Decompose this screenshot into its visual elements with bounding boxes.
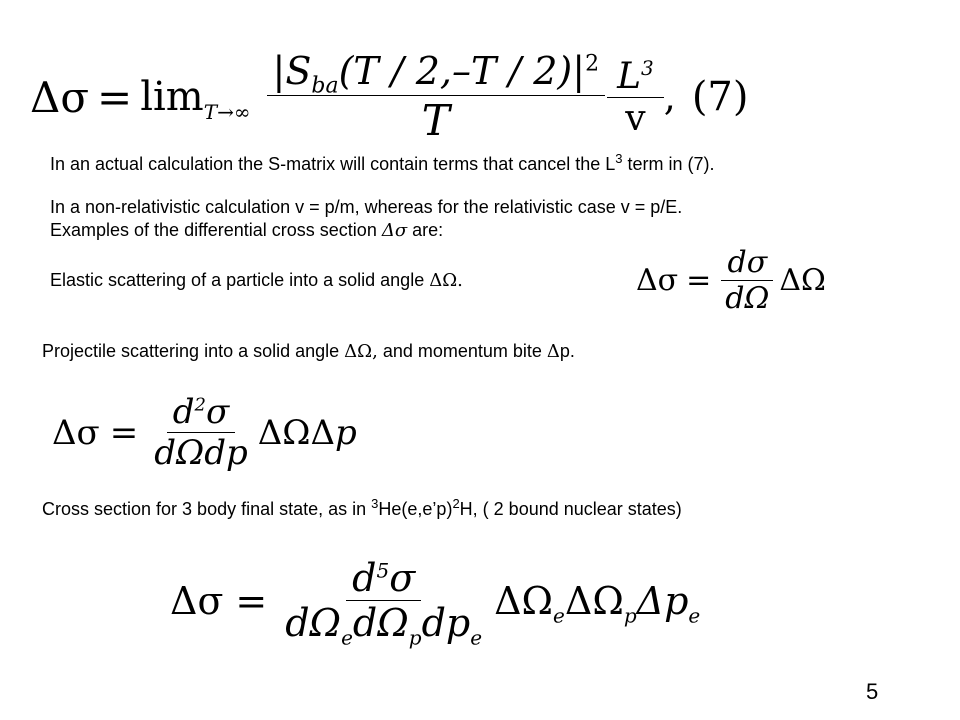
eq-proj-num-pow: 2: [194, 394, 206, 416]
text4-sym1: ΔΩ,: [344, 341, 378, 362]
eq-3b-tail: [494, 578, 701, 628]
eq-elastic-equals: =: [686, 263, 712, 298]
eq-3b-den-d2: dΩ: [352, 601, 409, 645]
eq-proj-fraction: [148, 392, 253, 473]
text2-before: Examples of the differential cross section: [50, 220, 382, 240]
eq-proj-tail-sym: ΔΩΔ: [257, 412, 336, 453]
eq-3b-t2-sub: p: [623, 603, 637, 628]
text-projectile: [42, 340, 575, 363]
text5-mid: He(e,e’p): [378, 499, 453, 519]
eq7-s: S: [285, 49, 312, 93]
equation-7: [30, 32, 748, 162]
eq7-numerator: [267, 49, 606, 99]
text4-sym2: Δ: [546, 341, 560, 362]
eq7-pow: 2: [585, 51, 600, 77]
eq-proj-num: [167, 392, 235, 433]
eq-3b-den: [279, 601, 488, 650]
eq-3b-t1: ΔΩ: [494, 578, 554, 623]
equation-projectile: [52, 392, 357, 473]
text1-sup: 3: [615, 151, 623, 166]
eq-proj-den: dΩdp: [154, 433, 248, 473]
eq-proj-equals: =: [109, 412, 139, 453]
text5-before: Cross section for 3 body final state, as in: [42, 499, 372, 519]
text-relativistic-note: [50, 196, 682, 242]
eq7-l: L: [617, 55, 641, 97]
text-smatrix-note: [50, 153, 715, 176]
eq7-label: (7): [691, 74, 749, 120]
eq7-equals: =: [97, 72, 133, 122]
page-number: 5: [866, 679, 879, 704]
eq-elastic-den: dΩ: [725, 281, 770, 316]
eq7-abs-open: |: [272, 49, 286, 93]
eq-3b-num-d: d: [352, 556, 377, 600]
eq-3b-lhs: Δσ: [170, 578, 224, 623]
eq-3b-num: [346, 556, 421, 601]
text5-sup2: 2: [452, 496, 460, 511]
eq-3b-t2: ΔΩ: [564, 578, 624, 623]
eq-proj-num-d: d: [172, 392, 195, 432]
text-3body: [42, 498, 682, 521]
eq-3b-den-d1: dΩ: [285, 601, 342, 645]
eq7-lim-sub: T→∞: [203, 100, 251, 124]
eq-elastic-fraction: [719, 245, 775, 316]
eq-3b-den-sub1: e: [341, 625, 353, 650]
eq-3b-den-d3: dp: [421, 601, 471, 645]
eq7-denominator: T: [421, 96, 450, 145]
eq-3b-t3: Δp: [636, 578, 689, 623]
eq7-v: v: [625, 97, 646, 139]
eq-elastic-lhs: Δσ: [636, 263, 679, 298]
eq7-l-pow: 3: [640, 55, 654, 80]
eq-3b-t1-sub: e: [553, 603, 565, 628]
text2-line2: [50, 219, 682, 242]
text1-after: term in (7).: [622, 154, 715, 174]
eq-3b-num-sigma: σ: [389, 556, 416, 600]
eq-3b-t3-sub: e: [688, 603, 701, 628]
text5-after: H, ( 2 bound nuclear states): [459, 499, 682, 519]
eq-proj-tail-p: p: [335, 412, 357, 453]
eq7-s-sub: ba: [311, 73, 339, 99]
eq-proj-lhs: Δσ: [52, 412, 100, 453]
text2-after: are:: [407, 220, 444, 240]
text1-before: In an actual calculation the S-matrix will contain terms that cancel the L: [50, 154, 616, 174]
eq-3b-equals: =: [235, 578, 268, 623]
text2-sym: Δσ: [381, 220, 408, 241]
eq7-abs-close: |: [572, 49, 586, 93]
text4-mid: and momentum bite: [377, 341, 547, 361]
eq-3b-fraction: [279, 556, 488, 650]
eq7-lhs: Δσ: [30, 72, 90, 122]
eq7-fraction: [267, 49, 606, 145]
eq7-l3: [607, 56, 664, 98]
text3-before: Elastic scattering of a particle into a solid angle: [50, 270, 430, 290]
eq7-fraction-l3v: [607, 56, 664, 139]
text4-before: Projectile scattering into a solid angle: [42, 341, 345, 361]
eq7-args: (T / 2,–T / 2): [338, 49, 573, 93]
eq-3b-den-sub2: p: [408, 625, 422, 650]
eq7-comma: ,: [663, 75, 676, 119]
text5-sup1: 3: [371, 496, 379, 511]
text-elastic: [50, 269, 463, 292]
text3-sym: ΔΩ.: [429, 270, 463, 291]
eq-proj-num-sigma: σ: [206, 392, 230, 432]
equation-3body: [170, 556, 701, 650]
eq-3b-den-sub3: e: [470, 625, 483, 650]
eq7-lim-text: lim: [140, 74, 204, 120]
eq-3b-num-pow: 5: [376, 558, 390, 583]
text4-after: p.: [559, 341, 575, 361]
text2-line1: In a non-relativistic calculation v = p/m, whereas for the relativistic case v = p/E.: [50, 197, 683, 217]
eq-elastic-num: dσ: [721, 245, 773, 281]
eq-elastic-tail: ΔΩ: [779, 263, 826, 298]
eq7-lim: [140, 74, 251, 124]
equation-elastic: [636, 245, 826, 316]
